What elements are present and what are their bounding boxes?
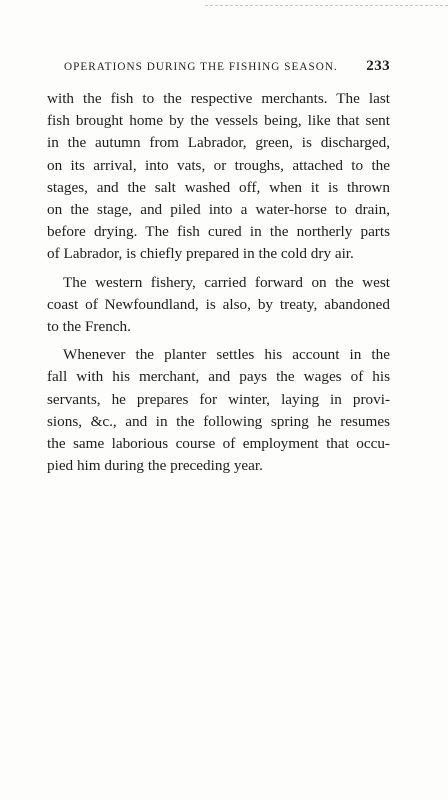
running-head xyxy=(64,58,390,75)
text-line: of Labrador, is chiefly prepared in the cold dry air. xyxy=(47,245,354,263)
body-text xyxy=(47,88,390,483)
text-line: before drying. The fish cured in the northerly parts xyxy=(47,223,390,241)
text-line: on the stage, and piled into a water-horse to drain, xyxy=(47,201,390,219)
text-line: with the fish to the respective merchants. The last xyxy=(47,90,390,107)
page-number: 233 xyxy=(366,58,390,74)
text-line: Whenever the planter settles his account in the xyxy=(63,346,390,364)
text-line: sions, &c., and in the following spring he resumes xyxy=(47,412,390,430)
text-line: The western fishery, carried forward on the west xyxy=(63,273,390,291)
paragraph-1 xyxy=(47,88,390,266)
text-line: stages, and the salt washed off, when it is thrown xyxy=(47,178,390,196)
text-line: to the French. xyxy=(47,318,131,336)
text-line: fish brought home by the vessels being, like that sent xyxy=(47,112,390,130)
text-line: pied him during the preceding year. xyxy=(47,457,263,475)
text-line: servants, he prepares for winter, laying in provi- xyxy=(47,390,390,408)
text-line: on its arrival, into vats, or troughs, attached to the xyxy=(47,156,390,174)
paragraph-3 xyxy=(47,344,390,477)
paragraph-2 xyxy=(47,272,390,339)
page-edge-rule xyxy=(205,5,448,6)
text-line: coast of Newfoundland, is also, by treaty, abandoned xyxy=(47,295,390,313)
running-title: OPERATIONS DURING THE FISHING SEASON. xyxy=(64,61,338,73)
text-line: in the autumn from Labrador, green, is discharged, xyxy=(47,134,390,152)
text-line: the same laborious course of employment that occu- xyxy=(47,435,390,453)
text-line: fall with his merchant, and pays the wages of his xyxy=(47,368,390,386)
